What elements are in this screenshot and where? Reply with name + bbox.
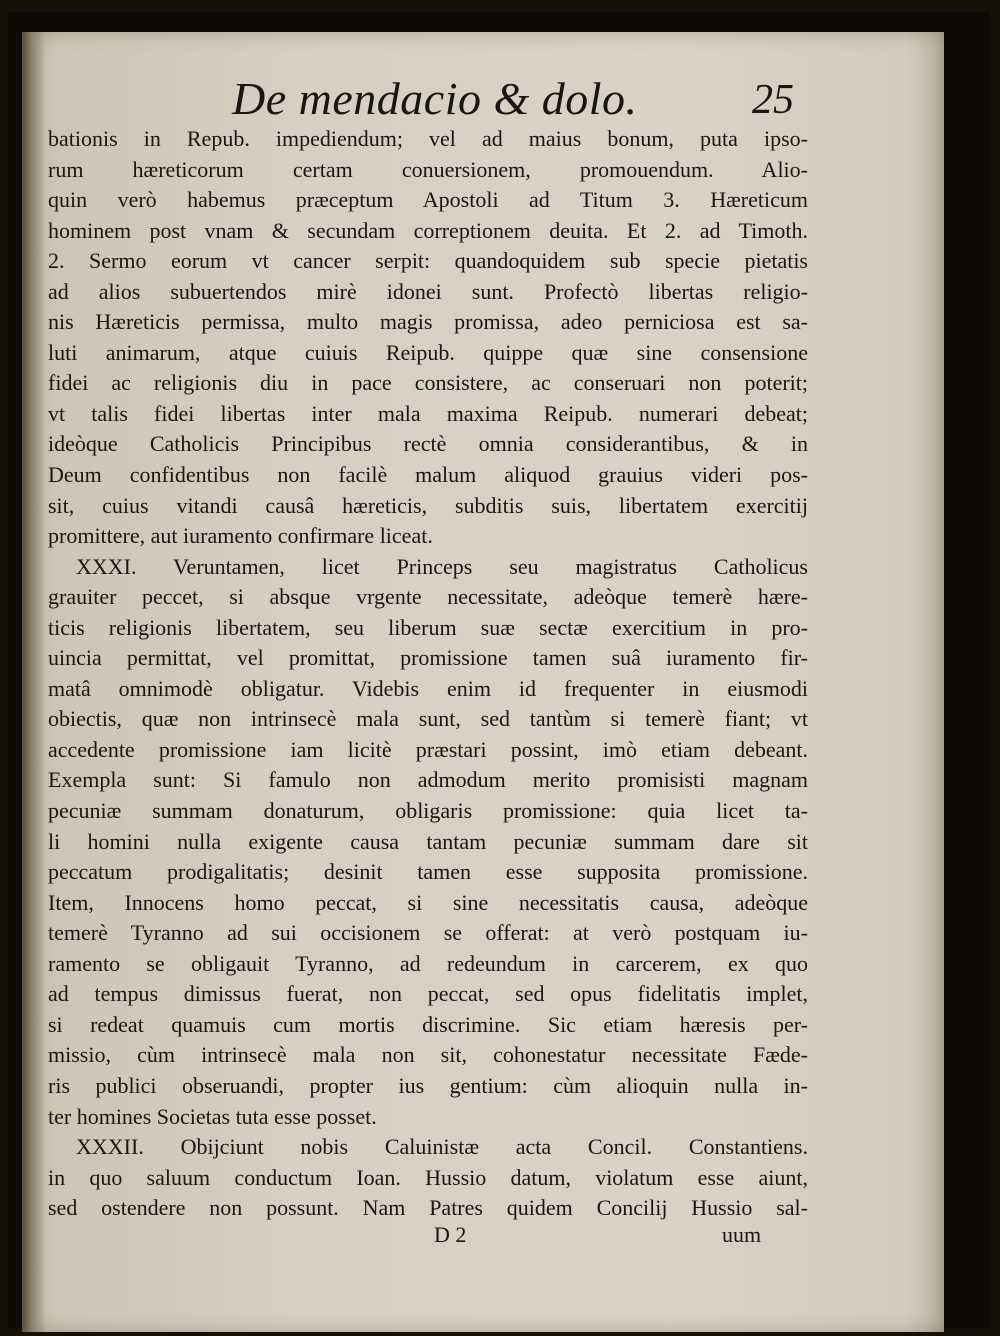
text-line: Exempla sunt: Si famulo non admodum merito promisisti magnam bbox=[48, 767, 808, 793]
text-line: hominem post vnam & secundam correptionem deuita. Et 2. ad Timoth. bbox=[48, 217, 808, 243]
page-header bbox=[22, 72, 944, 132]
text-line: promittere, aut iuramento confirmare liceat. bbox=[48, 523, 433, 549]
text-line: uincia permittat, vel promittat, promissione tamen suâ iuramento fir- bbox=[48, 645, 808, 671]
text-line: pecuniæ summam donaturum, obligaris promissione: quia licet ta- bbox=[48, 798, 808, 824]
text-line: accedente promissione iam licitè præstari possint, imò etiam debeant. bbox=[48, 736, 808, 762]
text-line: bationis in Repub. impediendum; vel ad maius bonum, puta ipso- bbox=[48, 126, 808, 151]
scan-background bbox=[8, 12, 990, 1328]
paragraph-start-line: XXXI. Veruntamen, licet Princeps seu magistratus Catholicus bbox=[76, 553, 808, 579]
text-line: ris publici obseruandi, propter ius gentium: cùm alioquin nulla in- bbox=[48, 1072, 808, 1098]
text-line: obiectis, quæ non intrinsecè mala sunt, sed tantùm si temerè fiant; vt bbox=[48, 706, 808, 732]
text-line: luti animarum, atque cuiuis Reipub. quippe quæ sine consensione bbox=[48, 339, 808, 365]
text-line: missio, cùm intrinsecè mala non sit, cohonestatur necessitate Fæde- bbox=[48, 1042, 808, 1068]
book-page bbox=[22, 32, 944, 1332]
paragraph-start-line: XXXII. Obijciunt nobis Caluinistæ acta Concil. Constantiens. bbox=[76, 1134, 808, 1160]
text-line: matâ omnimodè obligatur. Videbis enim id frequenter in eiusmodi bbox=[48, 675, 808, 701]
text-line: ad tempus dimissus fuerat, non peccat, sed opus fidelitatis implet, bbox=[48, 981, 808, 1007]
text-line: li homini nulla exigente causa tantam pecuniæ summam dare sit bbox=[48, 828, 808, 854]
running-title: De mendacio & dolo. bbox=[232, 73, 638, 124]
text-line: in quo saluum conductum Ioan. Hussio datum, violatum esse aiunt, bbox=[48, 1164, 808, 1190]
text-line: ter homines Societas tuta esse posset. bbox=[48, 1103, 377, 1129]
text-line: vt talis fidei libertas inter mala maxima Reipub. numerari debeat; bbox=[48, 400, 808, 426]
text-line: si redeat quamuis cum mortis discrimine. Sic etiam hæresis per- bbox=[48, 1011, 808, 1037]
text-line: quin verò habemus præceptum Apostoli ad Titum 3. Hæreticum bbox=[48, 187, 808, 213]
text-line: ticis religionis libertatem, seu liberum suæ sectæ exercitium in pro- bbox=[48, 614, 808, 640]
text-line: Deum confidentibus non facilè malum aliquod grauius videri pos- bbox=[48, 462, 808, 488]
text-line: nis Hæreticis permissa, multo magis promissa, adeo perniciosa est sa- bbox=[48, 309, 808, 335]
text-line: ad alios subuertendos mirè idonei sunt. Profectò libertas religio- bbox=[48, 278, 808, 304]
text-line: sit, cuius vitandi causâ hæreticis, subditis suis, libertatem exercitij bbox=[48, 492, 808, 518]
text-line: peccatum prodigalitatis; desinit tamen esse supposita promissione. bbox=[48, 859, 808, 885]
text-line: fidei ac religionis diu in pace consistere, ac conseruari non poterit; bbox=[48, 370, 808, 396]
body-text bbox=[48, 124, 808, 1224]
text-line: temerè Tyranno ad sui occisionem se offerat: at verò postquam iu- bbox=[48, 920, 808, 946]
text-line: grauiter peccet, si absque vrgente necessitate, adeòque temerè hære- bbox=[48, 584, 808, 610]
text-line: 2. Sermo eorum vt cancer serpit: quandoquidem sub specie pietatis bbox=[48, 248, 808, 274]
text-line: Item, Innocens homo peccat, si sine necessitatis causa, adeòque bbox=[48, 889, 808, 915]
page-footer bbox=[22, 1222, 944, 1258]
signature-mark: D 2 bbox=[434, 1222, 467, 1247]
text-line: ramento se obligauit Tyranno, ad redeundum in carcerem, ex quo bbox=[48, 950, 808, 976]
text-line: rum hæreticorum certam conuersionem, promouendum. Alio- bbox=[48, 156, 808, 182]
page-gutter-shadow bbox=[22, 32, 46, 1332]
text-line: ideòque Catholicis Principibus rectè omnia considerantibus, & in bbox=[48, 431, 808, 457]
catchword: uum bbox=[722, 1222, 762, 1247]
text-line: sed ostendere non possunt. Nam Patres quidem Concilij Hussio sal- bbox=[48, 1195, 808, 1221]
page-number: 25 bbox=[752, 77, 794, 123]
